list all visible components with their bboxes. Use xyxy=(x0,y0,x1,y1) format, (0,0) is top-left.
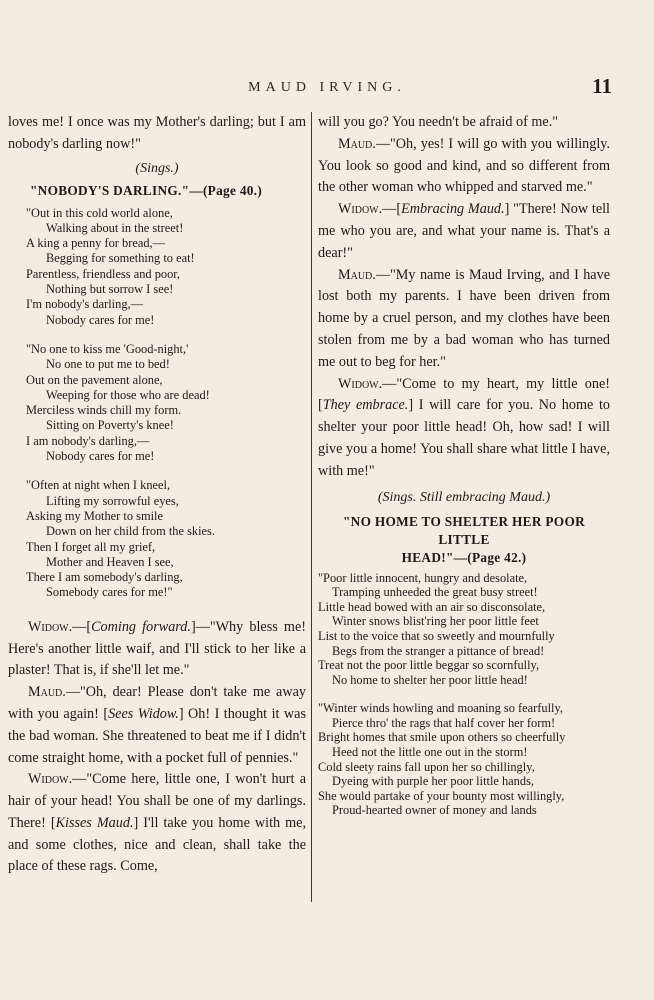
paragraph: will you go? You needn't be afraid of me." xyxy=(318,114,559,130)
song-title: "NOBODY'S DARLING."—(Page 40.) xyxy=(30,182,263,198)
stage-direction: Sees Widow. xyxy=(108,705,179,722)
verse-line: A king a penny for bread,— xyxy=(26,236,166,251)
verse-line: I'm nobody's darling,— xyxy=(26,297,144,312)
verse-line: Winter snows blist'ring her poor little feet xyxy=(332,614,539,629)
dialogue-paragraph: Widow.—[Coming forward.]—"Why bless me! Here's another little waif, and I'll stick to her like a plaster! That is, if she'll let me." xyxy=(8,618,306,679)
verse-line: Begging for something to eat! xyxy=(46,251,195,266)
verse-line: Treat not the poor little beggar so scornfully, xyxy=(318,658,540,673)
speaker-name: Widow. xyxy=(28,618,73,635)
verse-line: Weeping for those who are dead! xyxy=(46,387,210,402)
verse-line: Merciless winds chill my form. xyxy=(26,403,182,418)
speaker-name: Maud. xyxy=(338,135,376,152)
stage-direction: (Sings.) xyxy=(135,160,179,176)
song-title xyxy=(318,513,610,567)
right-column xyxy=(318,112,610,830)
verse-line: There I am somebody's darling, xyxy=(26,570,183,585)
verse-line: Out on the pavement alone, xyxy=(26,372,163,387)
verse-line: Mother and Heaven I see, xyxy=(46,554,174,569)
left-column xyxy=(8,112,306,878)
verse-line: Dyeing with purple her poor little hands, xyxy=(332,774,534,789)
verse-line: Proud-hearted owner of money and lands xyxy=(332,803,537,818)
song-verse xyxy=(318,571,610,688)
verse-line: "Out in this cold world alone, xyxy=(26,205,173,220)
speaker-name: Widow. xyxy=(338,201,383,218)
dialogue-paragraph xyxy=(318,265,610,374)
song-verse xyxy=(318,701,610,818)
verse-line: Then I forget all my grief, xyxy=(26,539,156,554)
verse-line: Sitting on Poverty's knee! xyxy=(46,418,174,433)
speaker-name: Widow. xyxy=(28,771,73,788)
running-header: MAUD IRVING. xyxy=(248,80,406,95)
dialogue-text: —"Oh, dear! Please don't take me away with you again! xyxy=(8,684,306,722)
verse-line: She would partake of your bounty most willingly, xyxy=(318,788,565,803)
dialogue-paragraph: Widow.—[Embracing Maud.] "There! Now tell me who you are, and what your name is. That's a dear!" xyxy=(318,201,610,261)
verse-line: Asking my Mother to smile xyxy=(26,508,163,523)
dialogue-paragraph: Widow.—"Come here, little one, I won't hurt a hair of your head! You shall be one of my darlings. There! [Kisses Maud.] I'll take you home with me, and some clothes, nice and clean, shall take the place of these rags. Come, xyxy=(8,771,307,875)
stage-direction: Coming forward. xyxy=(91,618,191,635)
dialogue-text: —"My name is Maud Irving, and I have lost both my parents. I have been driven from home by a cruel person, and my clothes have been stolen from me by a bad woman who has turned me out to beg for her." xyxy=(318,266,610,370)
verse-line: Nobody cares for me! xyxy=(46,312,155,327)
dialogue-text: Oh! I thought it was the bad woman. She threatened to beat me if I didn't come straight home, with a pocket full of pennies." xyxy=(8,705,306,766)
dialogue-text: I will care for you. No home to shelter your poor little head! Oh, how sad! I will give you a home! You shall share what little I have, with me!" xyxy=(318,397,610,479)
dialogue-text: —"Oh, yes! I will go with you willingly. You look so good and kind, and so different from the other woman who whipped and starved me." xyxy=(318,135,610,196)
speaker-name: Widow. xyxy=(338,375,383,392)
column-divider xyxy=(311,112,312,902)
verse-line: Tramping unheeded the great busy street! xyxy=(332,585,538,600)
song-verse xyxy=(26,342,306,464)
dialogue-paragraph: Widow.—"Come to my heart, my little one! [They embrace.] I will care for you. No home to shelter your poor little head! Oh, how sad! I will give you a home! You shall share what little I have, with me!" xyxy=(318,375,610,479)
dialogue-text: —"Come here, little one, I won't hurt a hair of your head! You shall be one of my darlings. There! xyxy=(8,771,306,831)
dialogue-paragraph: Maud.—"Oh, dear! Please don't take me away with you again! [Sees Widow.] Oh! I thought it was the bad woman. She threatened to beat me if I didn't come straight home, with a pocket full of pennies." xyxy=(8,684,306,766)
verse-line: Bright homes that smile upon others so cheerfully xyxy=(318,730,566,745)
song-title-line: "NO HOME TO SHELTER HER POOR LITTLE xyxy=(342,513,585,547)
verse-line: "No one to kiss me 'Good-night,' xyxy=(26,341,189,356)
verse-line: List to the voice that so sweetly and mournfully xyxy=(318,628,555,643)
verse-line: I am nobody's darling,— xyxy=(26,433,150,448)
verse-line: Begs from the stranger a pittance of bread! xyxy=(332,643,545,658)
verse-line: Lifting my sorrowful eyes, xyxy=(46,493,179,508)
dialogue-text: —"Why bless me! Here's another little waif, and I'll stick to her like a plaster! That is, if she'll let me." xyxy=(8,618,306,679)
page-number: 11 xyxy=(592,74,612,98)
speaker-name: Maud. xyxy=(338,266,376,283)
verse-line: Down on her child from the skies. xyxy=(46,524,215,539)
verse-line: Cold sleety rains fall upon her so chillingly, xyxy=(318,759,535,774)
verse-line: "Poor little innocent, hungry and desolate, xyxy=(318,570,528,585)
song-verse xyxy=(26,206,306,328)
song-title-line: HEAD!"—(Page 42.) xyxy=(401,549,527,565)
verse-line: Pierce thro' the rags that half cover her form! xyxy=(332,715,556,730)
stage-direction: (Sings. Still embracing Maud.) xyxy=(377,489,551,505)
speaker-name: Maud. xyxy=(28,684,66,701)
verse-line: No one to put me to bed! xyxy=(46,357,170,372)
verse-line: Little head bowed with an air so disconsolate, xyxy=(318,599,546,614)
stage-direction: Embracing Maud. xyxy=(401,201,505,218)
verse-line: Parentless, friendless and poor, xyxy=(26,266,181,281)
verse-line: Nobody cares for me! xyxy=(46,449,155,464)
dialogue-text: I'll take you home with me, and some clothes, nice and clean, shall take the place of these rags. Come, xyxy=(8,814,307,875)
verse-line: Walking about in the street! xyxy=(46,220,184,235)
verse-line: Nothing but sorrow I see! xyxy=(46,282,174,297)
stage-direction: They embrace. xyxy=(322,397,409,414)
verse-line: Heed not the little one out in the storm! xyxy=(332,745,528,760)
song-verse xyxy=(26,478,306,600)
verse-line: No home to shelter her poor little head! xyxy=(332,672,528,687)
verse-line: Somebody cares for me!" xyxy=(46,585,173,600)
paragraph: loves me! I once was my Mother's darling; but I am nobody's darling now!" xyxy=(8,114,306,152)
verse-line: "Often at night when I kneel, xyxy=(26,478,171,493)
stage-direction: Kisses Maud. xyxy=(55,814,134,831)
dialogue-text: "There! Now tell me who you are, and what your name is. That's a dear!" xyxy=(318,201,610,261)
verse-line: "Winter winds howling and moaning so fearfully, xyxy=(318,701,563,716)
dialogue-paragraph xyxy=(318,134,610,199)
dialogue-text: —"Come to my heart, my little one! xyxy=(382,375,610,392)
